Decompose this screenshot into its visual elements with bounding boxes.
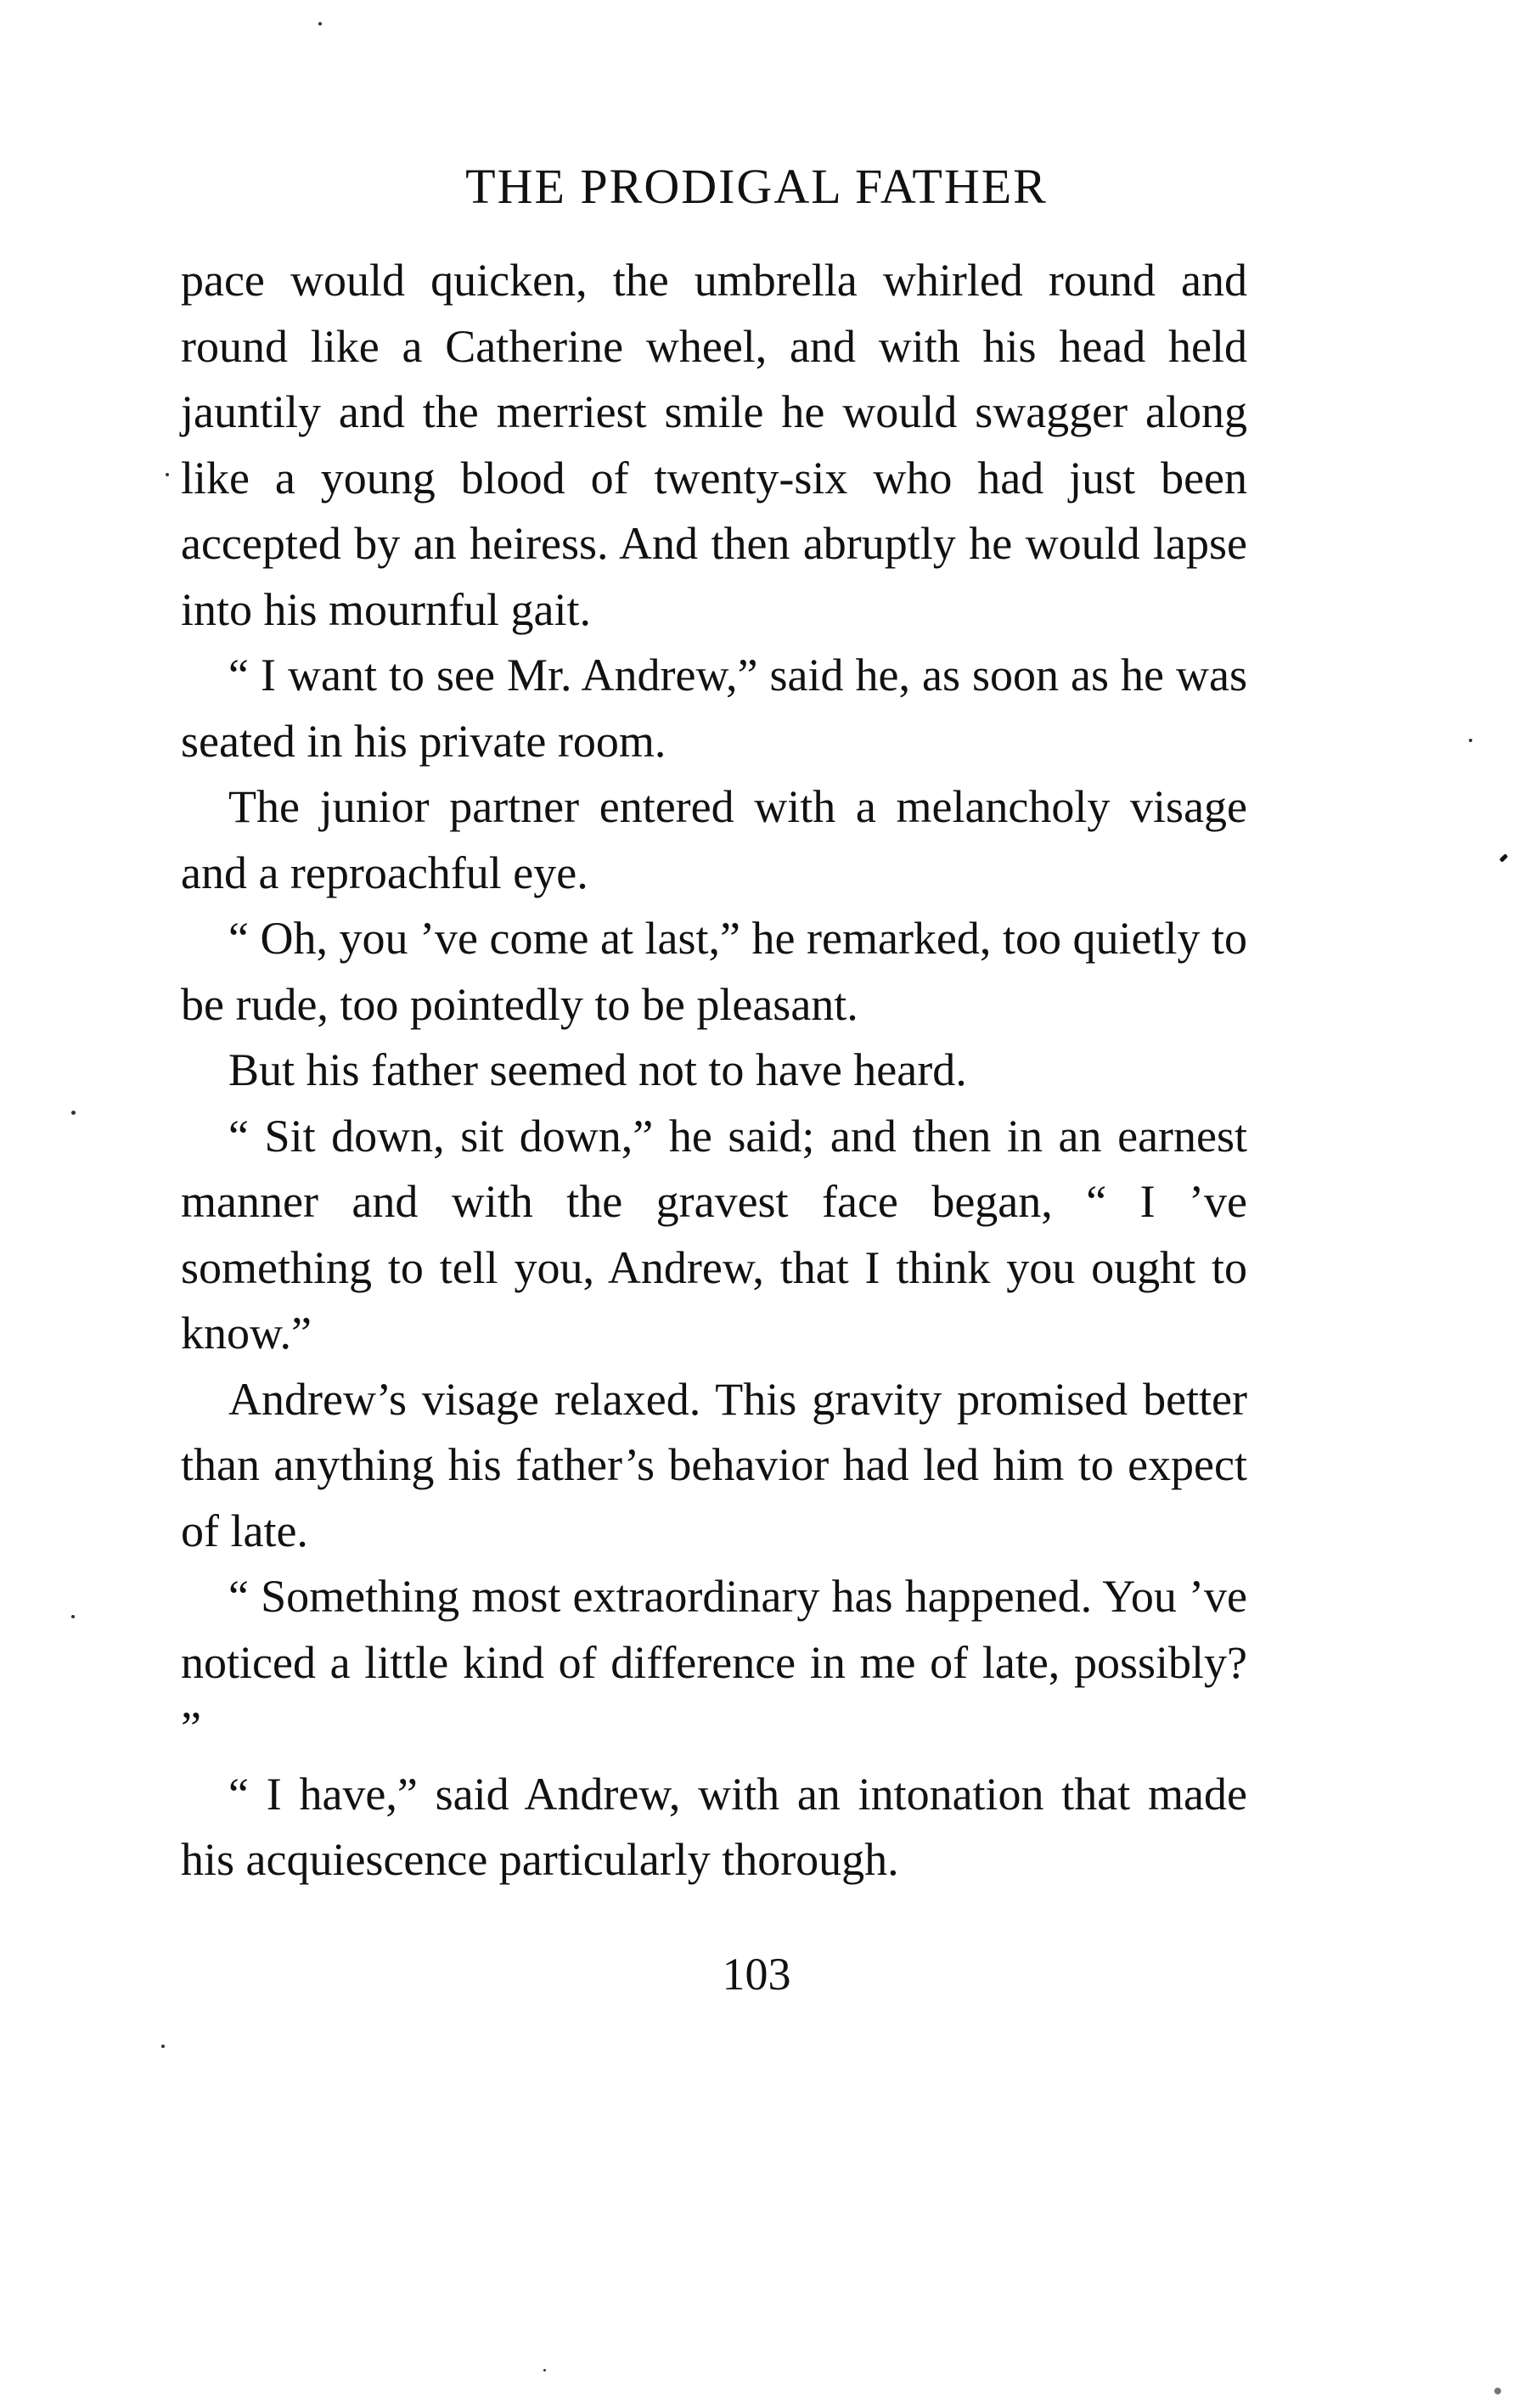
text-line: quietly to be rude, too pointedly to be pleasant. [181, 913, 1248, 1030]
text-line: But his father seemed not to have heard. [228, 1044, 967, 1095]
text-line: “ I have,” said Andrew, with an intonation that [228, 1768, 1131, 1820]
paragraph [181, 1367, 1247, 1565]
text-line: You ’ve noticed a little kind of difference in me of [181, 1571, 1247, 1688]
paragraph [181, 248, 1247, 643]
paragraph [181, 1038, 1247, 1104]
text-line: pace would quicken, the umbrella whirled round [181, 255, 1156, 306]
text-line: “ Oh, you ’ve come at last,” he remarked, too [228, 913, 1061, 964]
running-head: THE PRODIGAL FATHER [465, 159, 1048, 214]
text-line: earnest manner and with the gravest face began, [181, 1110, 1248, 1227]
scan-speck [1499, 853, 1509, 863]
text-line: and round like a Catherine wheel, and with his [181, 255, 1247, 372]
scan-speck [1469, 739, 1472, 742]
text-line: “ I want to see Mr. Andrew,” said he, as soon as [228, 650, 1109, 700]
text-line: “ Something most extraordinary has happened. [228, 1571, 1093, 1622]
paragraph [181, 1762, 1247, 1893]
text-line: he was seated in his private room. [181, 650, 1248, 767]
paragraph [181, 906, 1247, 1038]
text-line: then abruptly he would lapse into his mournful [181, 518, 1248, 635]
text-line: him to expect of late. [181, 1439, 1247, 1556]
scan-speck [1494, 2388, 1501, 2394]
text-line: gait. [510, 583, 591, 635]
text-line: head held jauntily and the merriest smile he would [181, 320, 1248, 437]
paragraph [181, 1104, 1247, 1367]
scan-speck [71, 1111, 76, 1115]
text-line: “ Sit down, sit down,” he said; and then in an [228, 1110, 1102, 1162]
scan-speck [166, 473, 169, 476]
scan-speck [318, 22, 322, 25]
paragraph [181, 643, 1247, 774]
text-line: better than anything his father’s behavior had led [181, 1373, 1247, 1490]
paragraph [181, 1564, 1247, 1762]
scan-speck [71, 1615, 75, 1618]
scan-speck [161, 2045, 165, 2048]
text-line: made his acquiescence particularly thorough. [181, 1768, 1247, 1885]
scan-speck [543, 2369, 546, 2371]
text-line: Andrew’s visage relaxed. This gravity promised [228, 1373, 1128, 1425]
text-line: who had just been accepted by an heiress. And [181, 452, 1248, 569]
text-line: you ought to know.” [181, 1241, 1247, 1359]
text-line: late, possibly? ” [181, 1636, 1247, 1753]
page-number: 103 [722, 1949, 791, 2000]
text-line: swagger along like a young blood of twenty-six [181, 386, 1247, 504]
text-line: “ I ’ve something to tell you, Andrew, that I think [181, 1176, 1248, 1293]
text-line: The junior partner entered with a melancholy [228, 781, 1111, 832]
paragraph [181, 774, 1247, 906]
text-line: visage and a reproachful eye. [181, 781, 1247, 898]
body-text [181, 248, 1247, 1893]
